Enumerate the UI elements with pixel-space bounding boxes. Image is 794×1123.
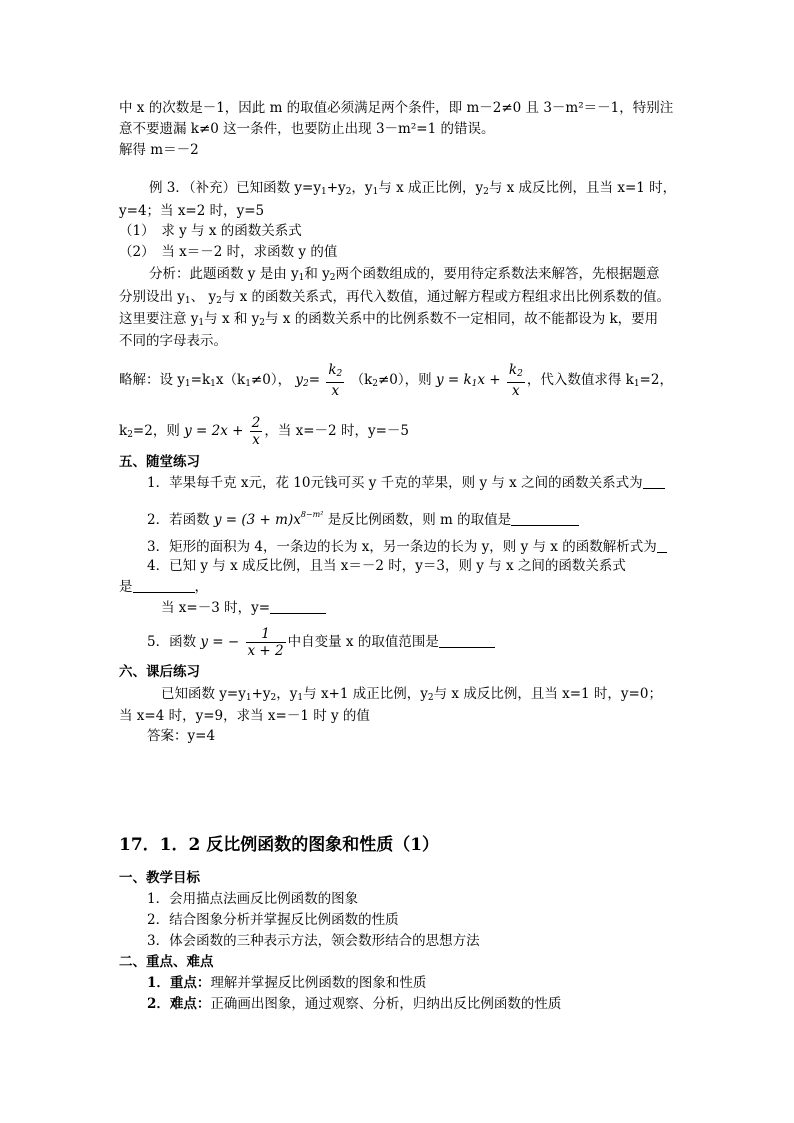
one-over-x-plus-2-fraction: $\frac{1}{x + 2}$ xyxy=(247,626,284,659)
answer-blank xyxy=(643,474,665,489)
difficult-point: 2．难点：正确画出图象，通过观察、分析，归纳出反比例函数的性质 xyxy=(147,996,562,1012)
answer-blank xyxy=(439,633,495,648)
analysis-line-2: 分别设出 $y_1$、 $y_2$与 x 的函数关系式，再代入数值，通过解方程或方程组求出比例系数的值。 xyxy=(119,289,671,306)
question-1: （1） 求 y 与 x 的函数关系式 xyxy=(119,223,302,239)
solution-result: 解得 m＝－2 xyxy=(119,142,199,158)
para-line-1: 中 x 的次数是－1，因此 m 的取值必须满足两个条件，即 m－2≠0 且 3－m²＝－1，特别注 xyxy=(119,100,674,116)
goal-3: 3．体会函数的三种表示方法，领会数形结合的思想方法 xyxy=(147,933,480,949)
exercise-4-line-2: 是 ， xyxy=(119,579,208,595)
exercise-1: 1．苹果每千克 x元，花 10元钱可买 y 千克的苹果，则 y 与 x 之间的函数关系式为 xyxy=(147,473,665,493)
exercise-4-line-1: 4．已知 y 与 x 成反比例，且当 x＝－2 时，y＝3，则 y 与 x 之间的函数关系式 xyxy=(147,558,626,574)
section-6-heading: 六、课后练习 xyxy=(119,664,200,680)
brief-solution-line-2: $k_2=2$，则 y = 2x + $\frac{2}{x}$ ，当 x=－2 时，y=－5 xyxy=(119,415,409,448)
answer-blank xyxy=(657,538,667,553)
homework-answer: 答案：y=4 xyxy=(147,728,216,744)
k2-over-x-fraction: $\frac{k_2}{x}$ xyxy=(328,362,343,399)
k2-over-x-fraction-2: $\frac{k_2}{x}$ xyxy=(508,362,523,399)
two-over-x-fraction: $\frac{2}{x}$ xyxy=(251,415,261,448)
para-line-2: 意不要遗漏 k≠0 这一条件，也要防止出现 3－m²=1 的错误。 xyxy=(119,121,495,137)
exercise-5: 5．函数 y = − $\frac{1}{x + 2}$ 中自变量 x 的取值范围是 xyxy=(147,626,495,659)
example-3-line-2: y=4；当 x=2 时，y=5 xyxy=(119,203,265,219)
lesson-title: 17．1．2 反比例函数的图象和性质（1） xyxy=(119,835,440,855)
section-1-heading: 一、教学目标 xyxy=(119,870,200,886)
exercise-3: 3．矩形的面积为 4，一条边的长为 x，另一条边的长为 y，则 y 与 x 的函数解析式为 xyxy=(147,537,667,557)
exercise-4-line-3: 当 x=－3 时，y= xyxy=(161,598,326,618)
answer-blank xyxy=(511,511,579,526)
key-point: 1．重点：理解并掌握反比例函数的图象和性质 xyxy=(147,975,427,991)
answer-blank xyxy=(270,599,326,614)
homework-line-1: 已知函数 $y=y_1+y_2$，$y_1$与 x+1 成正比例，$y_2$与 x 成反比例，且当 x=1 时，y=0； xyxy=(161,686,662,703)
goal-2: 2．结合图象分析并掌握反比例函数的性质 xyxy=(147,912,399,928)
exercise-2: 2．若函数 $y = (3 + m)x^{8-m^2}$ 是反比例函数，则 m 的取值是 xyxy=(147,505,579,530)
question-2: （2） 当 x＝－2 时，求函数 y 的值 xyxy=(119,244,338,260)
analysis-line-1: 分析：此题函数 y 是由 $y_1$和 $y_2$两个函数组成的，要用待定系数法来解答，先根据题意 xyxy=(149,266,660,283)
answer-blank xyxy=(133,578,195,593)
homework-line-2: 当 x=4 时，y=9，求当 x=－1 时 y 的值 xyxy=(119,708,370,724)
analysis-line-3: 这里要注意 $y_1$与 x 和 $y_2$与 x 的函数关系中的比例系数不一定相同，故不能都设为 k，要用 xyxy=(119,311,659,328)
section-5-heading: 五、随堂练习 xyxy=(119,454,200,470)
goal-1: 1．会用描点法画反比例函数的图象 xyxy=(147,891,359,907)
brief-solution-line-1: 略解：设 $y_1=k_1x(k_1\ne 0)$， $y_2=$ $\frac{k_2}{x}$ $(k_2\ne 0)$，则 $y = k_1x$ + $\frac{k_2}{x}$ ，代入数值求得 $k_1=2$， xyxy=(119,362,673,399)
analysis-line-4: 不同的字母表示。 xyxy=(119,333,227,349)
example-3-line-1: 例 3．（补充）已知函数 $y=y_1+y_2$，$y_1$与 x 成正比例，$y_2$与 x 成反比例，且当 x=1 时， xyxy=(149,180,677,197)
section-2-heading: 二、重点、难点 xyxy=(119,954,214,970)
